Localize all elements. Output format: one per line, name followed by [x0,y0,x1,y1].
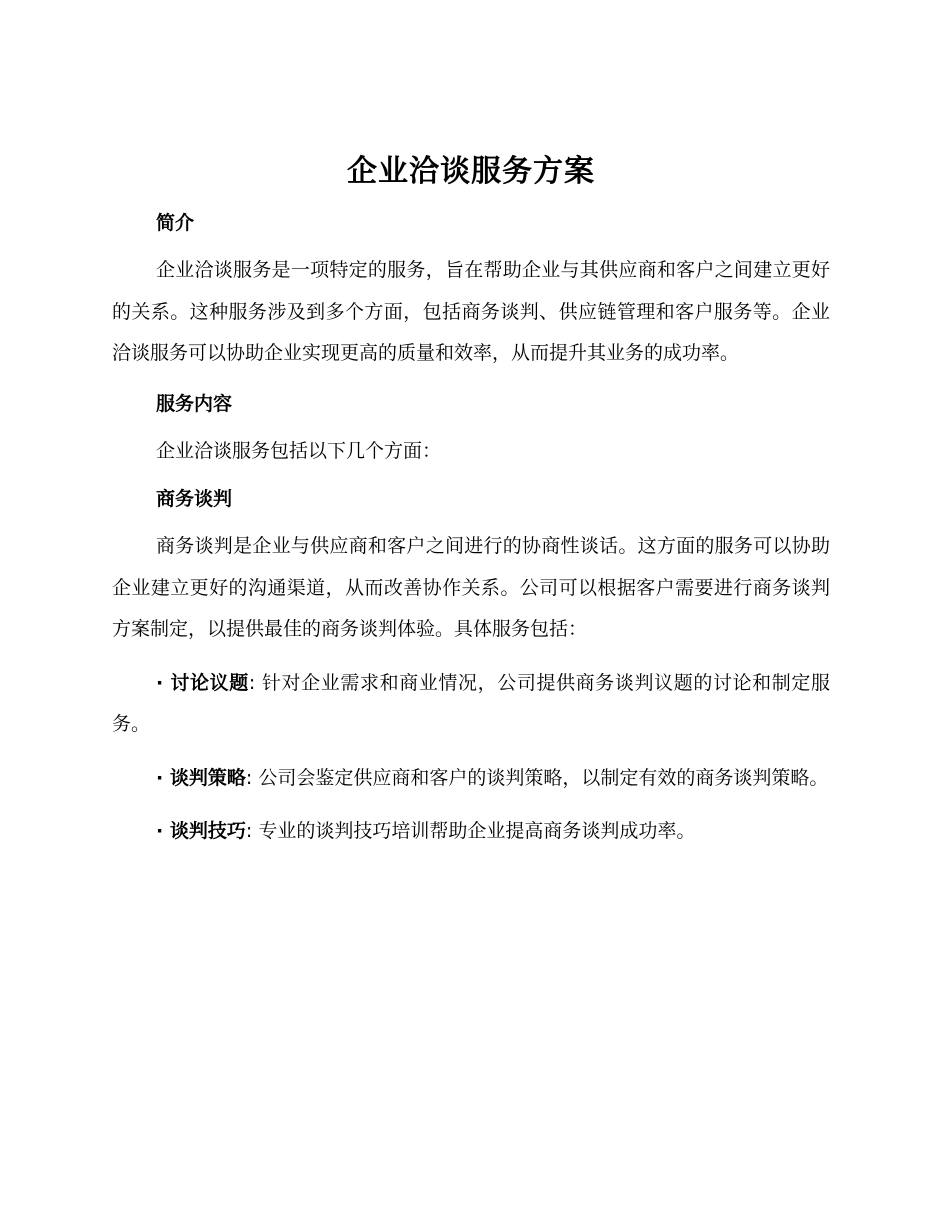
bullet-marker: · [156,820,170,842]
intro-paragraph: 企业洽谈服务是一项特定的服务，旨在帮助企业与其供应商和客户之间建立更好的关系。这种服务涉及到多个方面，包括商务谈判、供应链管理和客户服务等。企业洽谈服务可以协助企业实现更高的质量和效率，从而提升其业务的成功率。 [112,259,830,364]
bullet-text: 公司会鉴定供应商和客户的谈判策略，以制定有效的商务谈判策略。 [258,766,829,789]
bullet-separator: : [245,820,259,842]
section-heading-negotiation: 商务谈判 [156,488,233,510]
bullet-item-topics [112,663,830,746]
bullet-marker: · [156,671,171,694]
section-heading-intro: 简介 [156,212,195,234]
bullet-item-strategy [112,758,830,800]
bullet-term: · 讨论议题 [156,671,249,694]
bullet-text: 针对企业需求和商业情况，公司提供商务谈判议题的讨论和制定服务。 [112,671,830,735]
section-heading-services: 服务内容 [156,392,233,415]
bullet-separator: : [248,671,262,694]
bullet-separator: : [245,766,259,789]
document-title: 企业洽谈服务方案 [347,154,595,189]
bullet-item-skills [112,811,830,853]
bullet-term: · 谈判技巧 [156,820,246,842]
negotiation-paragraph: 商务谈判是企业与供应商和客户之间进行的协商性谈话。这方面的服务可以协助企业建立更好的沟通渠道，从而改善协作关系。公司可以根据客户需要进行商务谈判方案制定，以提供最佳的商务谈判体验。具体服务包括： [112,535,830,640]
bullet-marker: · [156,766,170,789]
services-paragraph: 企业洽谈服务包括以下几个方面： [156,439,442,462]
bullet-term: · 谈判策略 [156,766,246,789]
bullet-text: 专业的谈判技巧培训帮助企业提高商务谈判成功率。 [258,820,696,842]
